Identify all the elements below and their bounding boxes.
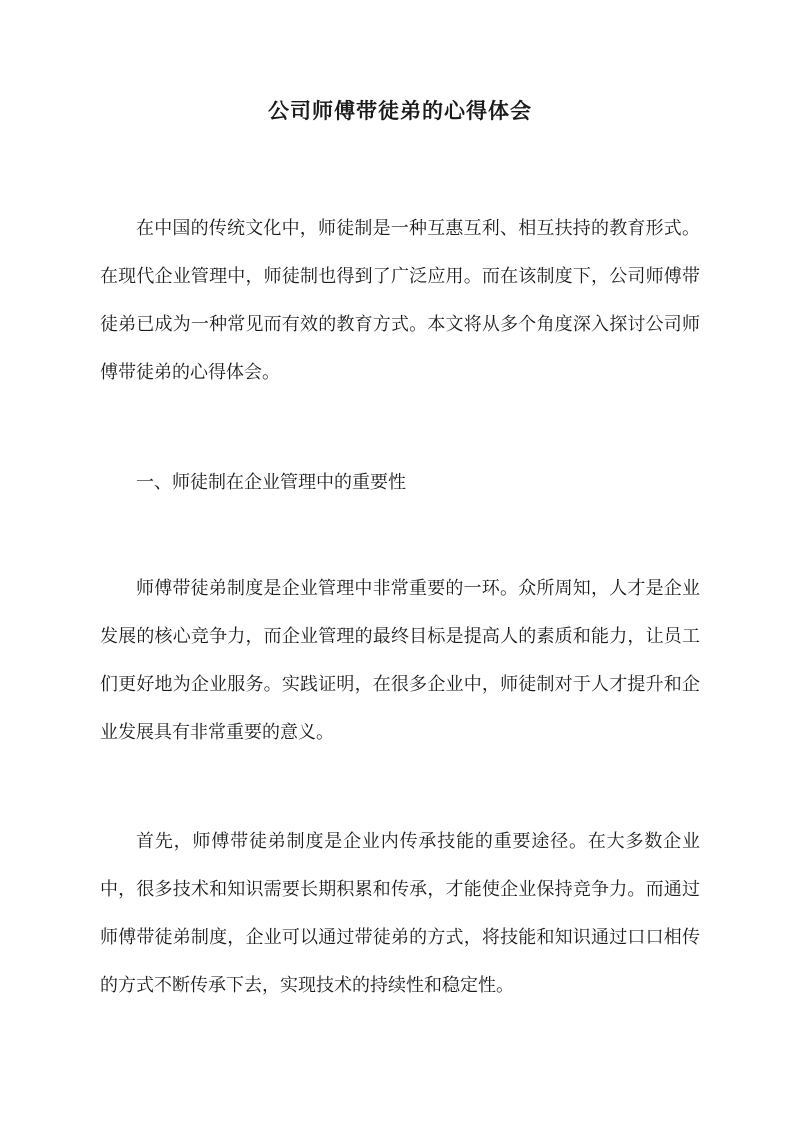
section-heading: 一、师徒制在企业管理中的重要性 — [136, 472, 406, 493]
document-title: 公司师傅带徒弟的心得体会 — [268, 98, 532, 123]
body-paragraph: 首先，师傅带徒弟制度是企业内传承技能的重要途径。在大多数企业中，很多技术和知识需要长期积累和传承，才能使企业保持竞争力。而通过师傅带徒弟制度，企业可以通过带徒弟的方式，将技能和知识通过口口相传的方式不断传承下去，实现技术的持续性和稳定性。 — [100, 831, 700, 996]
intro-paragraph: 在中国的传统文化中，师徒制是一种互惠互利、相互扶持的教育形式。在现代企业管理中，师徒制也得到了广泛应用。而在该制度下，公司师傅带徒弟已成为一种常见而有效的教育方式。本文将从多个角度深入探讨公司师傅带徒弟的心得体会。 — [100, 218, 700, 383]
body-paragraph: 师傅带徒弟制度是企业管理中非常重要的一环。众所周知，人才是企业发展的核心竞争力，而企业管理的最终目标是提高人的素质和能力，让员工们更好地为企业服务。实践证明，在很多企业中，师徒制对于人才提升和企业发展具有非常重要的意义。 — [100, 578, 700, 743]
